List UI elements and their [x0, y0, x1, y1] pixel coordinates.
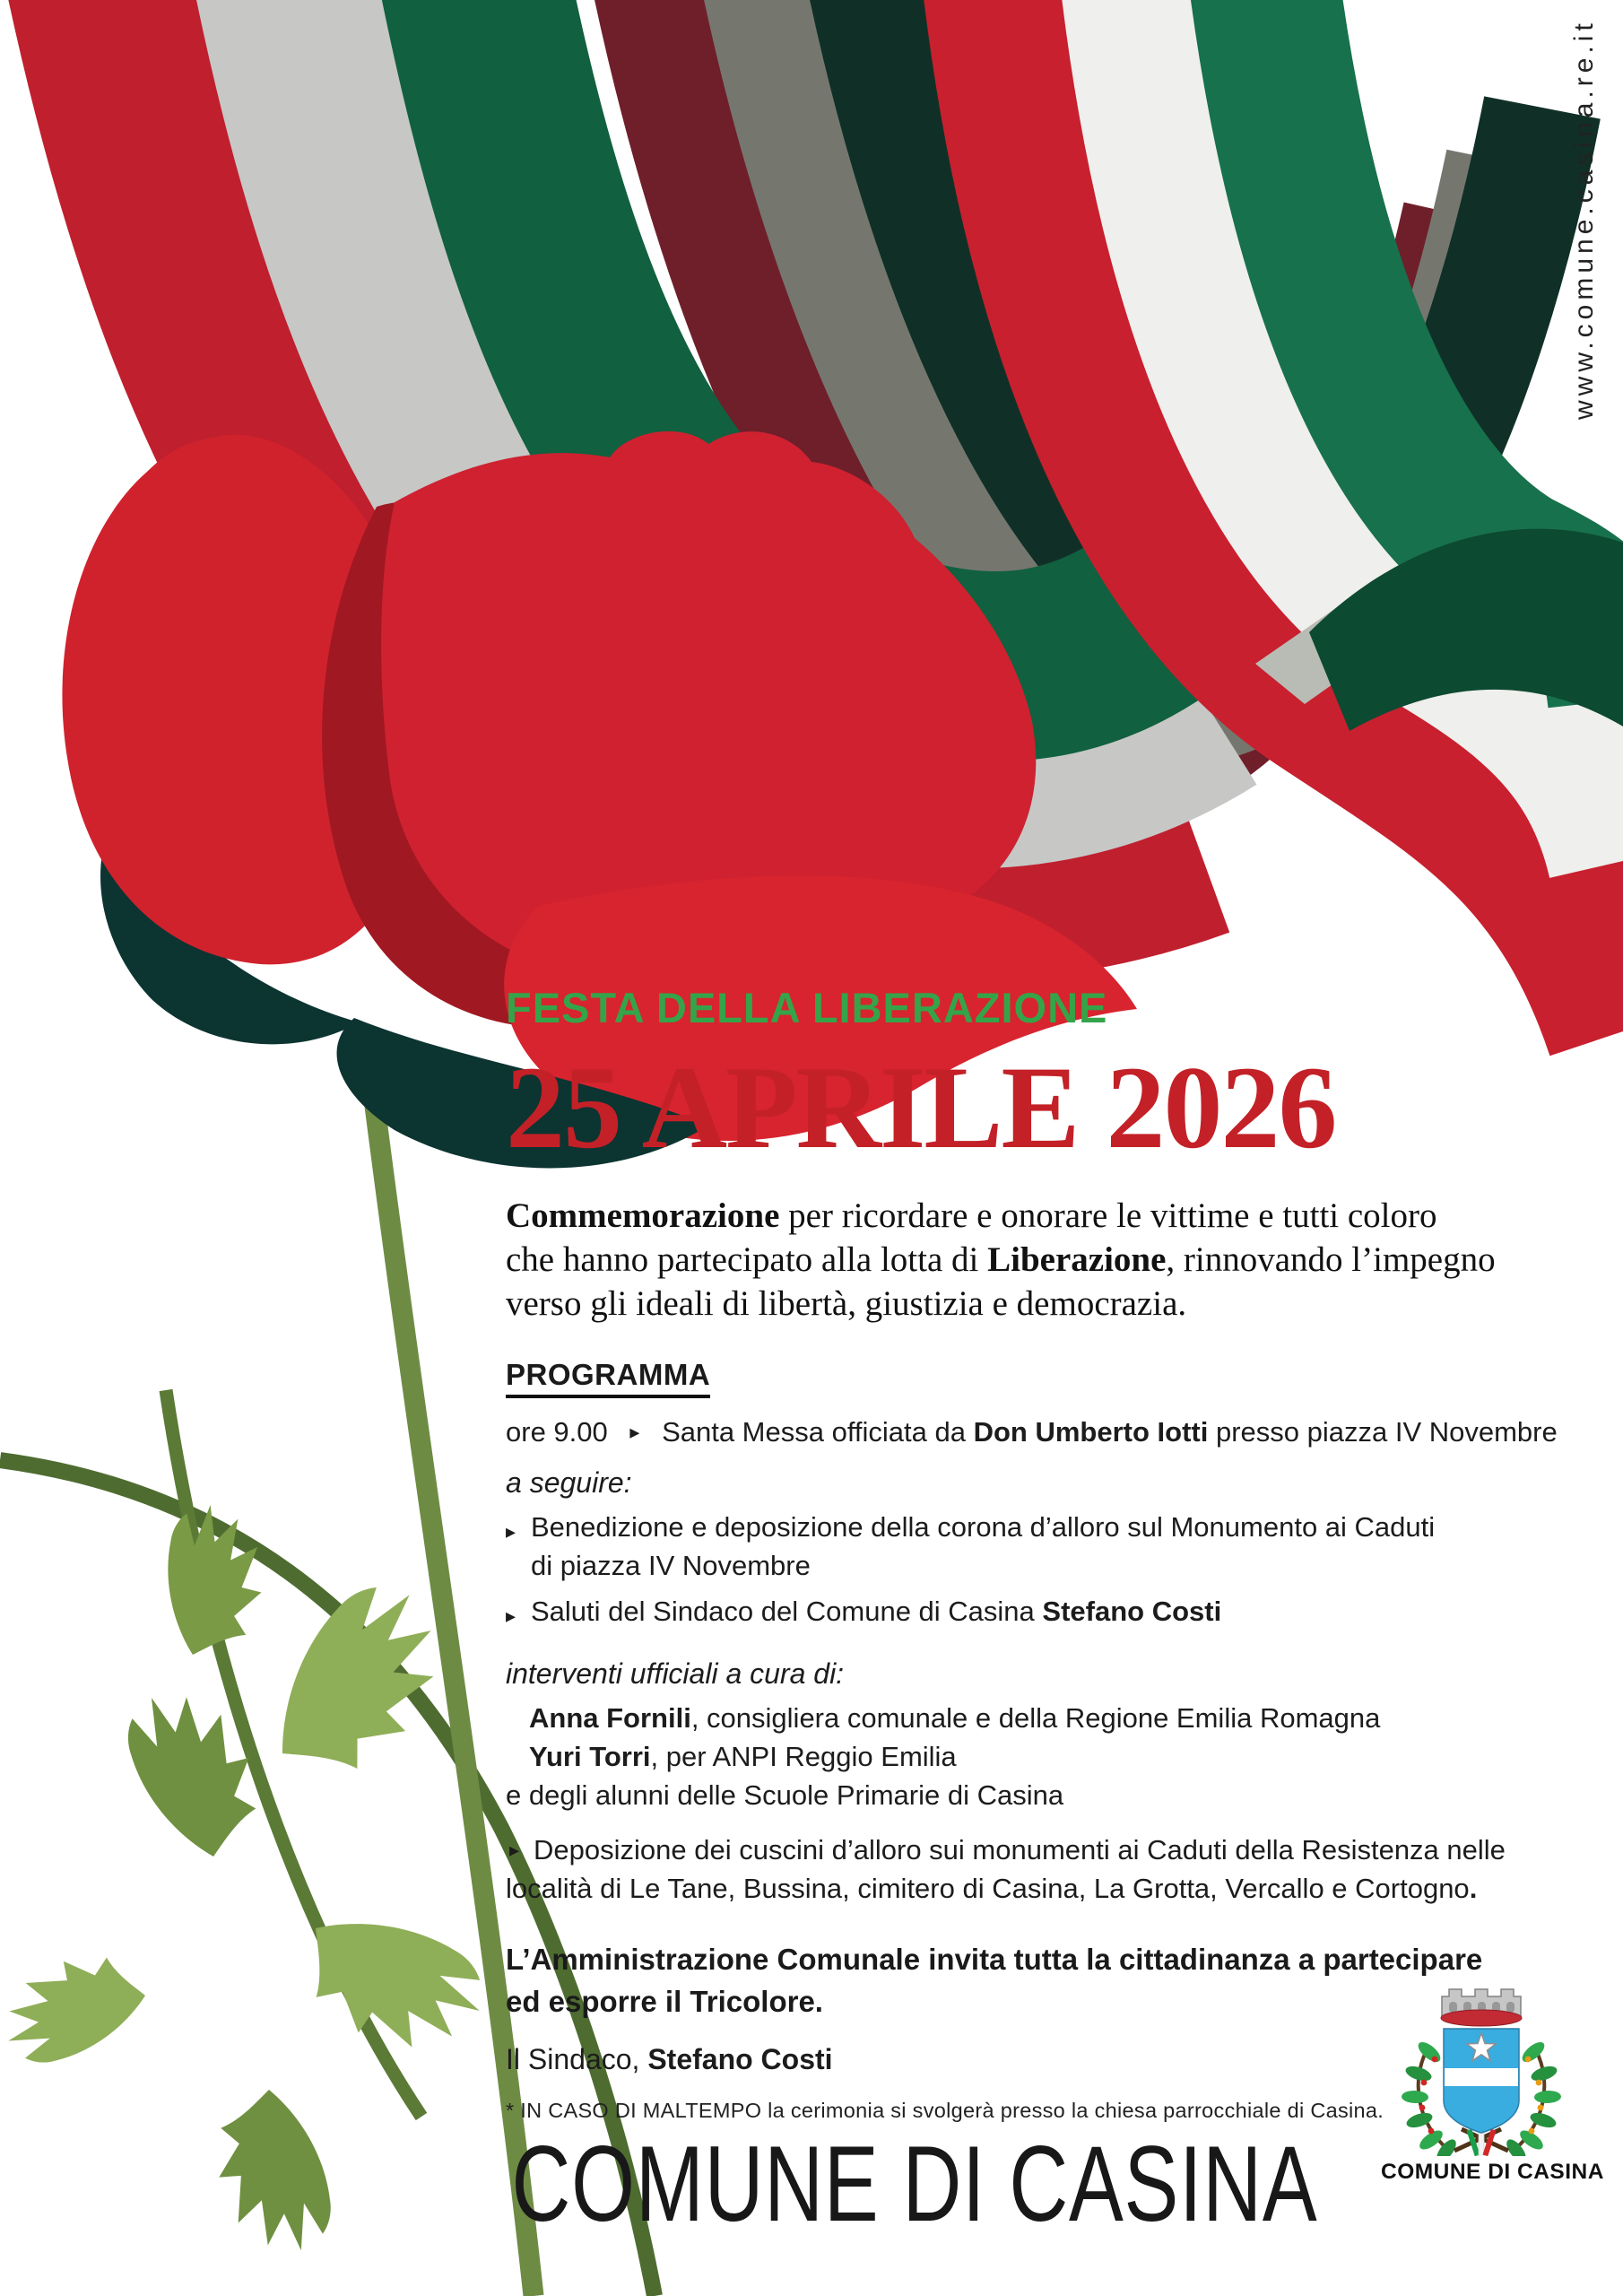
bullet-icon: ▸: [506, 1605, 516, 1627]
municipality-wordmark: COMUNE DI CASINA: [511, 2124, 1318, 2244]
bullet-icon: ▸: [629, 1421, 640, 1443]
intro-bold-liberazione: Liberazione: [987, 1240, 1167, 1279]
program-time: ore 9.00: [506, 1416, 608, 1448]
program-item-benedizione: ▸ Benedizione e deposizione della corona d’alloro sul Monumento ai Caduti di piazza IV Novembre: [506, 1508, 1591, 1585]
crest-crown: [1441, 1989, 1522, 2026]
intro-bold-commemorazione: Commemorazione: [506, 1196, 780, 1235]
program-line-mass: ore 9.00 ▸ Santa Messa officiata da Don Umberto Iotti presso piazza IV Novembre: [506, 1413, 1591, 1451]
poppy-leaves: [0, 1498, 491, 2270]
crest-shield: [1444, 2029, 1519, 2133]
invitation-text: L’Amministrazione Comunale invita tutta la cittadinanza a partecipare ed esporre il Tricolore.: [506, 1943, 1483, 2018]
site-url: www.comune.casina.re.it: [1569, 19, 1599, 420]
weather-footnote: * IN CASO DI MALTEMPO la cerimonia si svolgerà presso la chiesa parrocchiale di Casina.: [506, 2099, 1384, 2122]
program-bold-stefano-costi: Stefano Costi: [1042, 1596, 1222, 1627]
speaker-anna-fornili: Anna Fornili, consigliera comunale e della Regione Emilia Romagna: [529, 1702, 1381, 1734]
coat-of-arms: [1381, 1970, 1604, 2185]
crest-caption: COMUNE DI CASINA: [1381, 2160, 1604, 2184]
page-title-25-aprile: 25 APRILE 2026: [506, 1041, 1336, 1173]
program-heading: PROGRAMMA: [506, 1358, 710, 1398]
kicker-festa-della-liberazione: FESTA DELLA LIBERAZIONE: [506, 984, 1108, 1031]
program-item-saluti: ▸ Saluti del Sindaco del Comune di Casina Stefano Costi: [506, 1592, 1591, 1635]
coat-of-arms-graphic: [1392, 1970, 1571, 2156]
program-bold-don-umberto: Don Umberto Iotti: [973, 1416, 1209, 1448]
mayor-name: Stefano Costi: [647, 2043, 833, 2075]
bullet-icon: ▸: [506, 1520, 516, 1543]
a-seguire-label: a seguire:: [506, 1466, 632, 1499]
interventi-label: interventi ufficiali a cura di:: [506, 1657, 845, 1690]
main-text-column: [506, 983, 1591, 2137]
mayor-signature: Il Sindaco, Stefano Costi: [506, 2043, 833, 2075]
intro-paragraph: Commemorazione per ricordare e onorare le vittime e tutti coloro che hanno partecipato alla lotta di Liberazione, rinnovando l’impegno verso gli ideali di libertà, giustizia e democrazia.: [506, 1196, 1496, 1323]
program-item-deposizione: ▸ Deposizione dei cuscini d’alloro sui monumenti ai Caduti della Resistenza nelle località di Le Tane, Bussina, cimitero di Casina, La Grotta, Vercallo e Cortogno.: [506, 1831, 1591, 1908]
bullet-icon: ▸: [509, 1839, 520, 1861]
speaker-yuri-torri: Yuri Torri, per ANPI Reggio Emilia: [529, 1741, 957, 1772]
speakers-alunni: e degli alunni delle Scuole Primarie di Casina: [506, 1779, 1064, 1811]
